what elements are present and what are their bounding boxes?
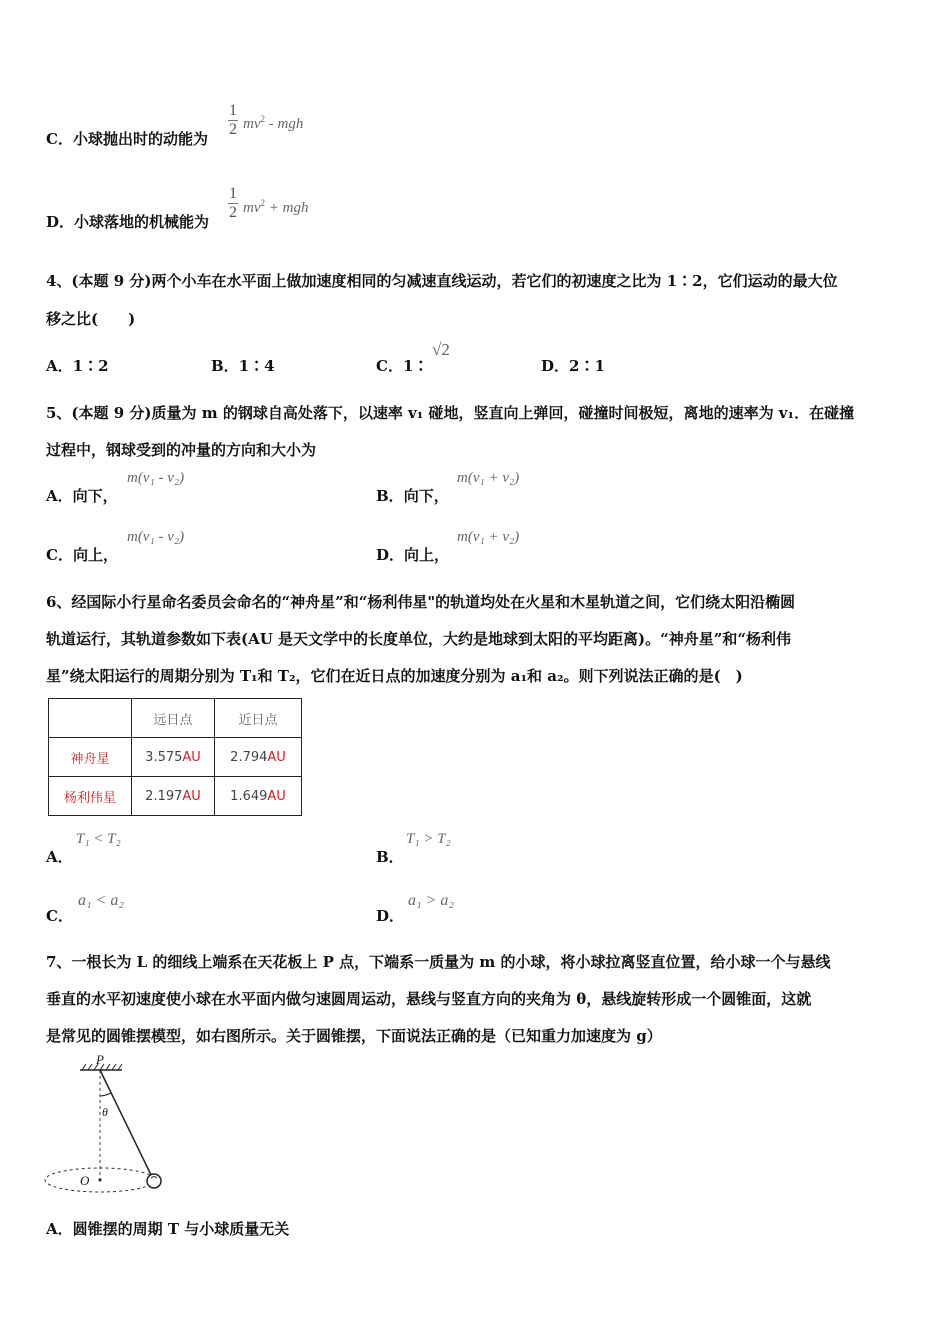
q5-option-c: C．向上， <box>46 546 118 564</box>
table-cell: 1.649AU <box>215 777 302 816</box>
table-header-cell: 远日点 <box>132 699 215 738</box>
table-header-cell <box>49 699 132 738</box>
table-row <box>49 777 302 816</box>
q5-option-b: B．向下， <box>376 487 449 505</box>
point-p-label: P <box>96 1052 104 1067</box>
q6-stem-line1: 6、经国际小行星命名委员会命名的“神舟星”和“杨利伟星"的轨道均处在火星和木星轨道之间，它们绕太阳沿椭圆 <box>46 593 796 611</box>
q3-c-formula: $mv^2$ - mgh <box>243 114 304 132</box>
table-cell: 3.575AU <box>132 738 215 777</box>
q3-d-formula: $mv^2$ + mgh <box>243 198 309 216</box>
q6-b-formula: T₁ > T₂ <box>406 831 451 847</box>
q4-option-c: C．1∶ <box>376 357 429 375</box>
q6-option-c: C． <box>46 907 73 925</box>
option-text: 小球抛出时的动能为 <box>72 130 208 148</box>
q6-d-formula: a₁ > a₂ <box>408 892 454 909</box>
orbit-parameters-table <box>48 698 302 816</box>
option-label: D． <box>46 213 75 231</box>
theta-label: θ <box>102 1105 108 1119</box>
conical-pendulum-figure <box>40 1052 170 1202</box>
q4-stem-line2: 移之比( ) <box>46 310 136 328</box>
q5-b-formula: m(v₁ + v₂) <box>457 470 520 486</box>
center-point <box>99 1179 102 1182</box>
q7-stem-line2: 垂直的水平初速度使小球在水平面内做匀速圆周运动，悬线与竖直方向的夹角为 θ，悬线旋转形成一个圆锥面，这就 <box>46 990 812 1008</box>
q5-stem-line1: 5、(本题 9 分)质量为 m 的钢球自高处落下，以速率 v₁ 碰地，竖直向上弹回，碰撞时间极短，离地的速率为 v₁．在碰撞 <box>46 404 855 422</box>
q7-stem-line1: 7、一根长为 L 的细线上端系在天花板上 P 点，下端系一质量为 m 的小球，将小球拉离竖直位置，给小球一个与悬线 <box>46 953 831 971</box>
q4-stem-line1: 4、(本题 9 分)两个小车在水平面上做加速度相同的匀减速直线运动，若它们的初速度之比为 1∶2，它们运动的最大位 <box>46 272 838 290</box>
table-cell: 2.197AU <box>132 777 215 816</box>
table-header-cell: 近日点 <box>215 699 302 738</box>
point-o-label: O <box>80 1173 90 1188</box>
table-cell: 2.794AU <box>215 738 302 777</box>
sqrt2-formula: √2 <box>432 340 450 359</box>
q6-c-formula: a₁ < a₂ <box>78 892 124 909</box>
fraction-half: 1 2 <box>229 185 237 221</box>
q5-option-a: A．向下， <box>46 487 118 505</box>
q6-stem-line2: 轨道运行，其轨道参数如下表(AU 是天文学中的长度单位，大约是地球到太阳的平均距离)。“神舟星”和“杨利伟 <box>46 630 792 648</box>
q6-option-a: A． <box>46 848 73 866</box>
table-header-row <box>49 699 302 738</box>
option-label: C． <box>46 130 73 148</box>
q6-option-d: D． <box>376 907 405 925</box>
q5-stem-line2: 过程中，钢球受到的冲量的方向和大小为 <box>46 441 317 459</box>
table-cell-name: 杨利伟星 <box>49 777 132 816</box>
q5-d-formula: m(v₁ + v₂) <box>457 529 520 545</box>
fraction-half: 1 2 <box>229 102 237 138</box>
option-text: 小球落地的机械能为 <box>74 213 210 231</box>
ball-icon <box>147 1174 161 1188</box>
table-cell-name: 神舟星 <box>49 738 132 777</box>
q6-stem-line3: 星”绕太阳运行的周期分别为 T₁和 T₂，它们在近日点的加速度分别为 a₁和 a₂。则下列说法正确的是( ) <box>46 667 743 685</box>
q7-stem-line3: 是常见的圆锥摆模型，如右图所示。关于圆锥摆，下面说法正确的是（已知重力加速度为 g） <box>46 1027 662 1045</box>
table-row <box>49 738 302 777</box>
q7-option-a: A．圆锥摆的周期 T 与小球质量无关 <box>46 1220 290 1238</box>
q3-option-d <box>46 211 209 232</box>
q5-option-d: D．向上， <box>376 546 450 564</box>
angle-arc <box>100 1093 111 1096</box>
pendulum-string <box>100 1070 153 1179</box>
q4-option-a: A．1∶2 <box>46 357 109 375</box>
q4-option-d: D．2∶1 <box>541 357 605 375</box>
q5-c-formula: m(v₁ - v₂) <box>127 529 185 545</box>
q6-option-b: B． <box>376 848 404 866</box>
q3-option-c <box>46 128 208 149</box>
q4-option-b: B．1∶4 <box>211 357 275 375</box>
q5-a-formula: m(v₁ - v₂) <box>127 470 185 486</box>
q6-a-formula: T₁ < T₂ <box>76 831 121 847</box>
